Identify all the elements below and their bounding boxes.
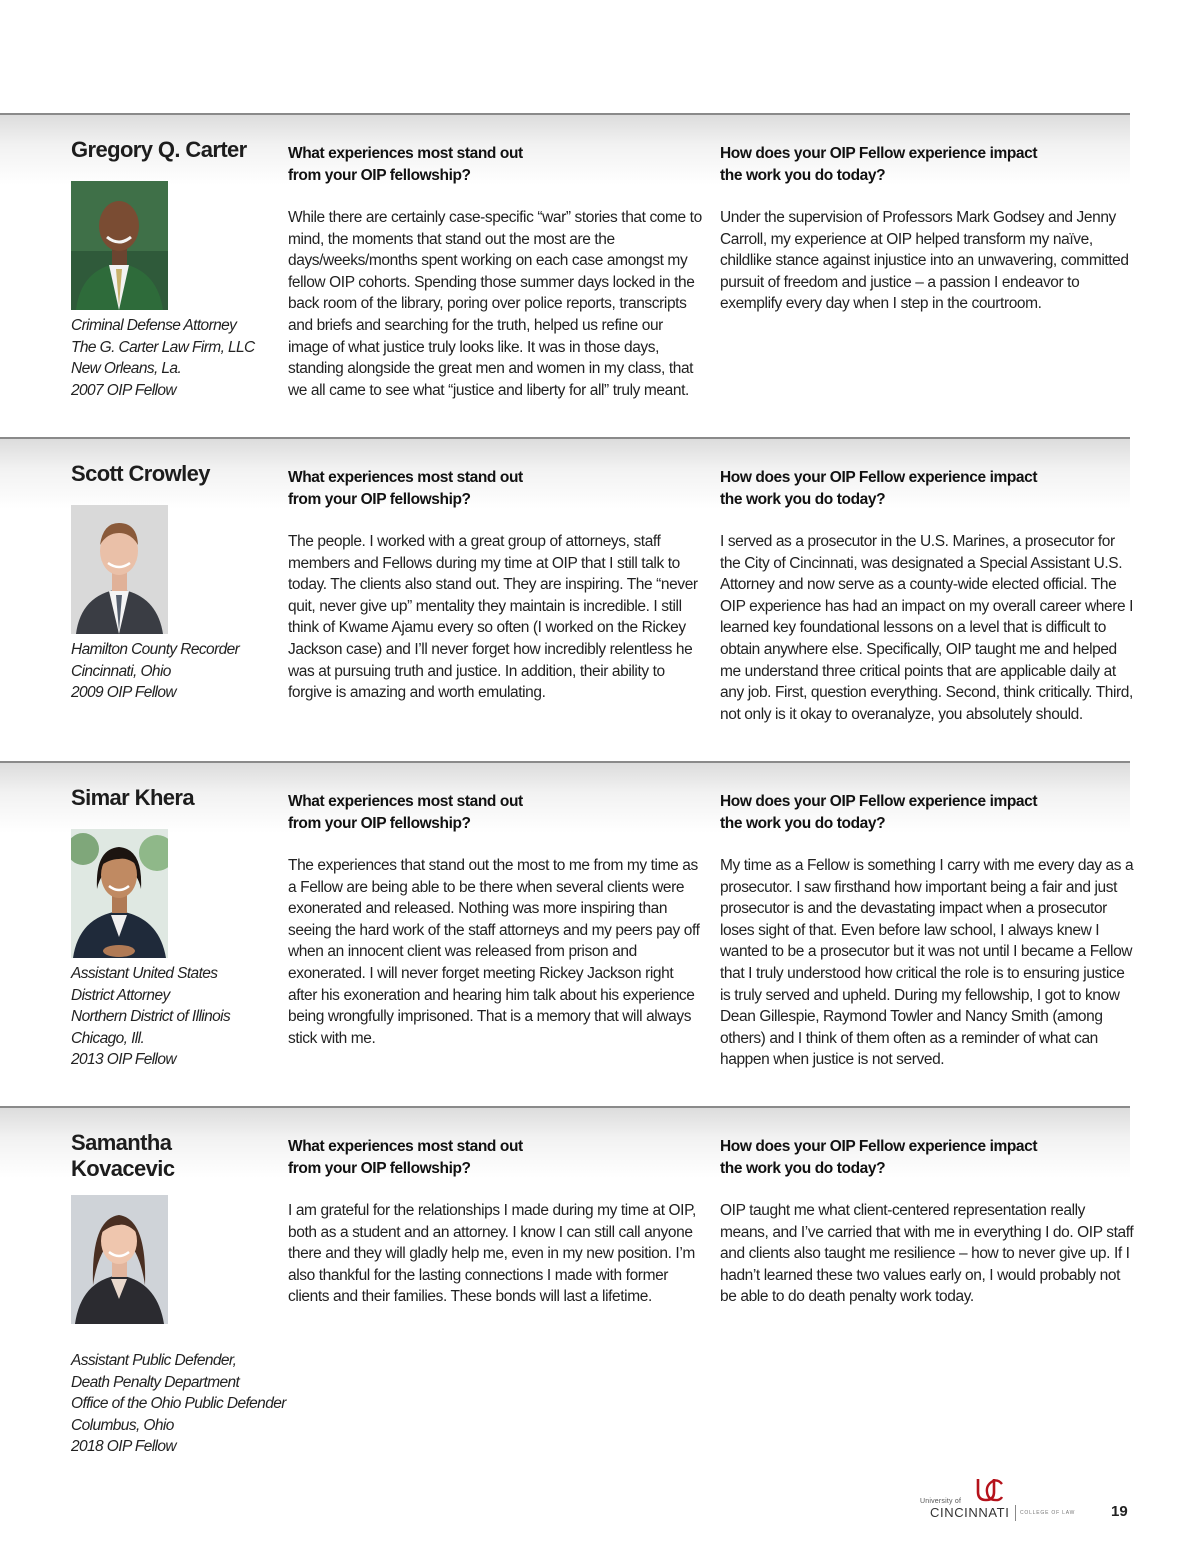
fellow-section (0, 761, 1134, 1108)
logo-college-text: COLLEGE OF LAW (1020, 1510, 1076, 1516)
fellow-name: Scott Crowley (71, 461, 210, 486)
question-heading: How does your OIP Fellow experience impact the work you do today? (720, 145, 1038, 184)
fellow-section (0, 1106, 1134, 1468)
detail-line: Assistant Public Defender, (71, 1352, 237, 1369)
answer-text: The experiences that stand out the most to me from my time as a Fellow are being able to be there when several clients were exonerated and released. Nothing was more inspiring than seeing the hard work of the staff attorneys and my peers pay off when an innocent client was released from prison and exonerated. I will never forget meeting Rickey Jackson right after his exoneration and hearing him talk about his experience being wrongfully imprisoned. That is a memory that will always stick with me. (288, 857, 700, 1047)
detail-line: 2007 OIP Fellow (71, 381, 177, 399)
question-heading: How does your OIP Fellow experience impact the work you do today? (720, 793, 1038, 832)
portrait-image (71, 181, 168, 310)
answer-text: I served as a prosecutor in the U.S. Marines, a prosecutor for the City of Cincinnati, was designated a Special Assistant U.S. Attorney and now serve as a county-wide elected official. The OIP experience has had an impact on my overall career where I learned key foundational lessons on a level that is difficult to obtain anywhere else. Specifically, OIP taught me and helped me understand three critical points that are applicable daily at any job. First, question everything. Second, think critically. Third, not only is it okay to overanalyze, you absolutely should. (720, 533, 1133, 723)
answer-text: I am grateful for the relationships I made during my time at OIP, both as a student and an attorney. I know I can still call anyone there and they will gladly help me, even in my new position. I’m also thankful for the lasting connections I made with former clients and their families. These bonds will last a lifetime. (288, 1202, 696, 1306)
uc-logo-icon (974, 1476, 1004, 1504)
page-number: 19 (1111, 1503, 1128, 1520)
answer-text: Under the supervision of Professors Mark Godsey and Jenny Carroll, my experience at OIP helped transform my naïve, childlike stance against injustice into an unwavering, committed pursuit of freedom and justice – a passion I endeavor to exemplify every day when I step in the courtroom. (720, 209, 1129, 313)
portrait-image (71, 505, 168, 634)
detail-line: Cincinnati, Ohio (71, 662, 171, 680)
answer-text: The people. I worked with a great group of attorneys, staff members and Fellows during my time at OIP that I still talk to today. The clients also stand out. They are inspiring. The “never quit, never give up” mentality they maintain is incredible. I still think of Kwame Ajamu every so often (I worked on the Rickey Jackson case) and I’ll never forget how incredibly relentless he was at pursuing truth and justice. In addition, their ability to forgive is amazing and worth emulating. (288, 533, 698, 702)
fellow-name: Simar Khera (71, 785, 195, 810)
answer-text: My time as a Fellow is something I carry with me every day as a prosecutor. I saw firsthand how important being a fair and just prosecutor is and the devastating impact when a prosecutor loses sight of that. Even before law school, I always knew I wanted to be a prosecutor but it was not until I became a Fellow that I truly understood how critical the role is to ensuring justice is truly served and upheld. During my fellowship, I got to know Dean Gillespie, Raymond Towler and Nancy Smith (among others) and I think of them often as a reminder of what can happen when justice is not served. (720, 857, 1134, 1069)
logo-divider (1015, 1505, 1016, 1521)
fellow-section (0, 113, 1130, 439)
detail-line: 2009 OIP Fellow (71, 684, 177, 702)
fellow-details (71, 315, 286, 401)
detail-line: New Orleans, La. (71, 360, 182, 378)
fellow-photo (71, 1195, 168, 1324)
detail-line: Columbus, Ohio (71, 1416, 174, 1434)
question-heading: How does your OIP Fellow experience impact the work you do today? (720, 469, 1038, 508)
question-heading: What experiences most stand out from your OIP fellowship? (288, 469, 523, 508)
fellow-details (71, 639, 286, 704)
portrait-image (71, 1195, 168, 1324)
detail-line: Office of the Ohio Public Defender (71, 1395, 286, 1413)
detail-line: The G. Carter Law Firm, LLC (71, 338, 255, 356)
fellow-photo (71, 829, 168, 958)
fellow-photo (71, 181, 168, 310)
logo-cincinnati-text: CINCINNATI (930, 1505, 1010, 1520)
detail-line: 2018 OIP Fellow (71, 1438, 177, 1456)
university-logo (918, 1476, 1108, 1524)
detail-line: 2013 OIP Fellow (71, 1051, 177, 1069)
portrait-image (71, 829, 168, 958)
question-heading: How does your OIP Fellow experience impact the work you do today? (720, 1138, 1038, 1177)
fellow-details (71, 1350, 286, 1458)
detail-line: District Attorney (71, 986, 170, 1004)
detail-line: Assistant United States (71, 965, 218, 982)
answer-text: While there are certainly case-specific “war” stories that come to mind, the moments that stand out the most are the days/weeks/months spent working on each case amongst my fellow OIP cohorts. Spending those summer days locked in the back room of the library, poring over police reports, transcripts and briefs and searching for the truth, helped us refine our image of what justice truly looks like. It was in those days, standing alongside the great men and women in my class, that we all came to see what “justice and liberty for all” truly meant. (288, 209, 702, 399)
question-heading: What experiences most stand out from your OIP fellowship? (288, 1138, 523, 1177)
fellow-name: Gregory Q. Carter (71, 137, 247, 162)
fellow-details (71, 963, 286, 1071)
detail-line: Northern District of Illinois (71, 1008, 231, 1026)
fellow-photo (71, 505, 168, 634)
detail-line: Hamilton County Recorder (71, 641, 240, 658)
fellow-name: Samantha Kovacevic (71, 1130, 175, 1181)
question-heading: What experiences most stand out from your OIP fellowship? (288, 793, 523, 832)
detail-line: Death Penalty Department (71, 1373, 240, 1391)
detail-line: Chicago, Ill. (71, 1029, 145, 1047)
detail-line: Criminal Defense Attorney (71, 317, 237, 334)
question-heading: What experiences most stand out from your OIP fellowship? (288, 145, 523, 184)
answer-text: OIP taught me what client-centered representation really means, and I’ve carried that with me in everything I do. OIP staff and clients also taught me resilience – how to never give up. If I hadn’t learned these two values early on, I would probably not be able to do death penalty work today. (720, 1202, 1134, 1306)
fellow-section (0, 437, 1133, 763)
logo-university-text: University of (920, 1498, 962, 1505)
